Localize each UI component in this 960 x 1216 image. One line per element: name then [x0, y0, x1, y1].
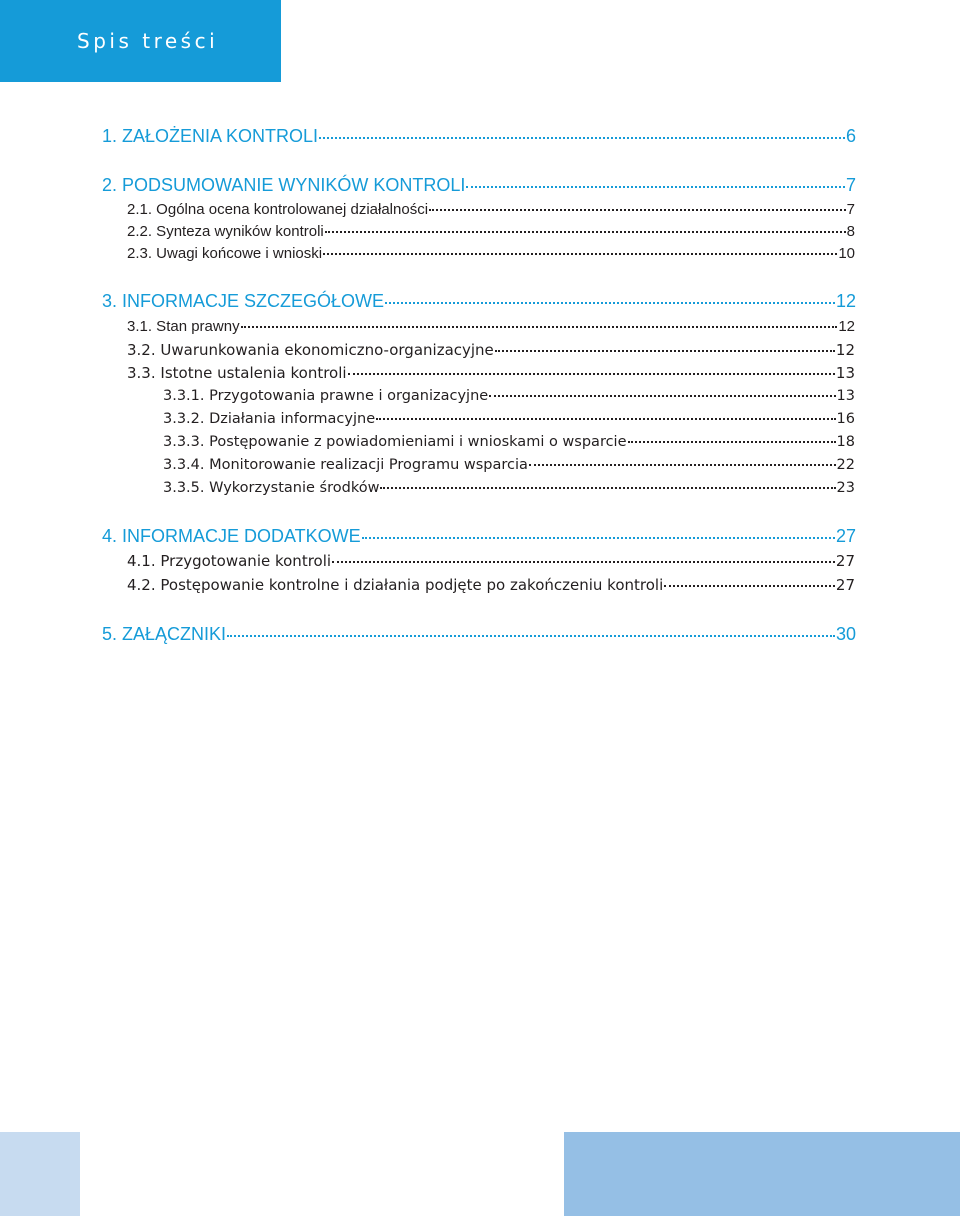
toc-entry-page: 27 — [835, 552, 855, 570]
toc-entry-label: 3.3. Istotne ustalenia kontroli — [127, 364, 347, 382]
toc-entry-label: 3.3.1. Przygotowania prawne i organizacyjne — [163, 388, 489, 404]
dot-leader — [429, 209, 846, 211]
toc-entry-page: 10 — [838, 245, 855, 262]
dot-leader — [529, 464, 836, 466]
toc-entry-3[interactable] — [102, 291, 856, 312]
toc-entry-3-3-2[interactable] — [163, 411, 855, 427]
toc-entry-page: 13 — [835, 364, 855, 382]
toc-entry-4-2[interactable] — [127, 576, 855, 594]
toc-entry-label: 4.2. Postępowanie kontrolne i działania podjęte po zakończeniu kontroli — [127, 576, 664, 594]
toc-entry-page: 30 — [835, 624, 856, 644]
toc-entry-3-3-5[interactable] — [163, 480, 855, 496]
dot-leader — [227, 635, 835, 637]
toc-entry-page: 8 — [846, 223, 855, 240]
dot-leader — [380, 487, 835, 489]
dot-leader — [319, 137, 845, 139]
toc-entry-label: 2. PODSUMOWANIE WYNIKÓW KONTROLI — [102, 175, 466, 195]
toc-entry-label: 1. ZAŁOŻENIA KONTROLI — [102, 126, 319, 146]
dot-leader — [323, 253, 837, 255]
toc-entry-3-3-1[interactable] — [163, 388, 855, 404]
toc-entry-label: 3.1. Stan prawny — [127, 318, 240, 335]
toc-entry-3-3-3[interactable] — [163, 434, 855, 450]
toc-entry-2-1[interactable] — [127, 201, 855, 218]
toc-entry-label: 2.3. Uwagi końcowe i wnioski — [127, 245, 323, 262]
toc-entry-5[interactable] — [102, 624, 856, 645]
dot-leader — [376, 418, 835, 420]
toc-entry-page: 6 — [845, 126, 856, 146]
toc-entry-page: 12 — [838, 318, 855, 335]
toc-entry-4-1[interactable] — [127, 552, 855, 570]
footer-block-light — [0, 1132, 80, 1216]
footer-block-blue — [564, 1132, 960, 1216]
dot-leader — [332, 561, 835, 563]
toc-entry-page: 22 — [836, 457, 855, 473]
toc-entry-label: 3. INFORMACJE SZCZEGÓŁOWE — [102, 291, 385, 311]
toc-entry-3-2[interactable] — [127, 341, 855, 359]
toc-entry-2-2[interactable] — [127, 223, 855, 240]
dot-leader — [466, 186, 845, 188]
toc-entry-1[interactable] — [102, 126, 856, 147]
toc-entry-page: 16 — [836, 411, 855, 427]
toc-entry-label: 5. ZAŁĄCZNIKI — [102, 624, 227, 644]
page-title: Spis treści — [77, 29, 219, 53]
toc-entry-label: 4.1. Przygotowanie kontroli — [127, 552, 332, 570]
toc-entry-4[interactable] — [102, 526, 856, 547]
toc-entry-label: 4. INFORMACJE DODATKOWE — [102, 526, 361, 546]
toc-entry-page: 27 — [835, 576, 855, 594]
dot-leader — [385, 302, 835, 304]
toc-entry-3-3-4[interactable] — [163, 457, 855, 473]
toc-entry-3-1[interactable] — [127, 318, 855, 335]
toc-entry-page: 7 — [845, 175, 856, 195]
toc-entry-label: 3.3.2. Działania informacyjne — [163, 411, 376, 427]
dot-leader — [664, 585, 835, 587]
toc-entry-page: 13 — [836, 388, 855, 404]
toc-entry-label: 3.3.5. Wykorzystanie środków — [163, 480, 380, 496]
toc-entry-page: 7 — [846, 201, 855, 218]
dot-leader — [241, 326, 838, 328]
dot-leader — [628, 441, 836, 443]
dot-leader — [495, 350, 835, 352]
toc-entry-label: 2.1. Ogólna ocena kontrolowanej działalności — [127, 201, 429, 218]
toc-entry-label: 3.2. Uwarunkowania ekonomiczno-organizacyjne — [127, 341, 494, 359]
toc-entry-page: 12 — [835, 341, 855, 359]
toc-entry-2-3[interactable] — [127, 245, 855, 262]
toc-entry-page: 27 — [835, 526, 856, 546]
header-banner — [0, 0, 281, 82]
dot-leader — [489, 395, 835, 397]
toc-entry-label: 2.2. Synteza wyników kontroli — [127, 223, 324, 240]
toc-entry-page: 12 — [835, 291, 856, 311]
dot-leader — [348, 373, 835, 375]
dot-leader — [325, 231, 846, 233]
toc-entry-page: 23 — [836, 480, 855, 496]
toc-entry-2[interactable] — [102, 175, 856, 196]
toc-entry-3-3[interactable] — [127, 364, 855, 382]
toc-entry-label: 3.3.4. Monitorowanie realizacji Programu wsparcia — [163, 457, 528, 473]
toc-entry-page: 18 — [836, 434, 855, 450]
dot-leader — [362, 537, 835, 539]
toc-entry-label: 3.3.3. Postępowanie z powiadomieniami i wnioskami o wsparcie — [163, 434, 627, 450]
